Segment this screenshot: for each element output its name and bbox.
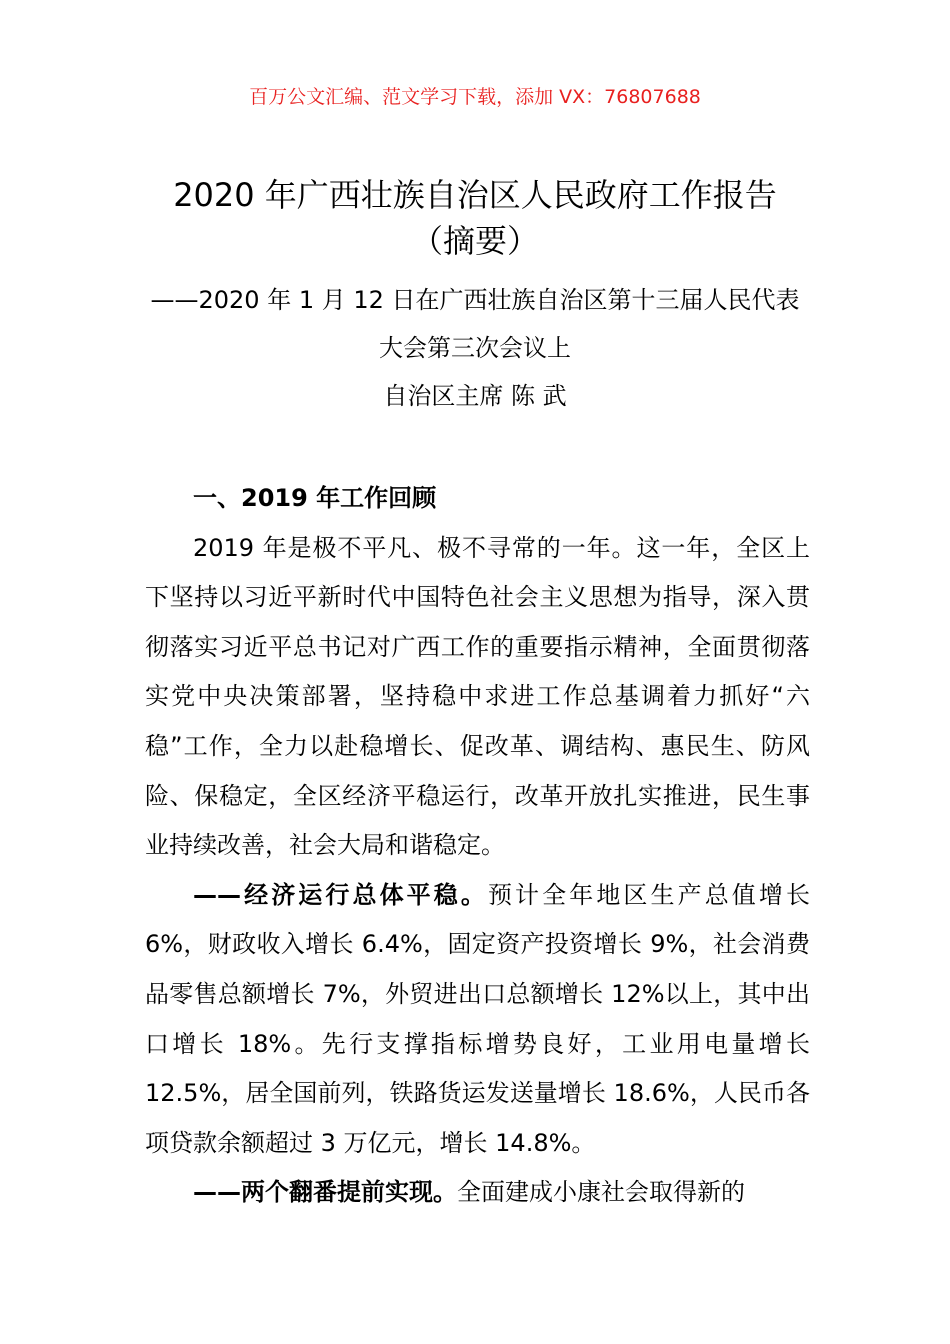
report-title	[120, 172, 830, 264]
report-title-line1: 2020 年广西壮族自治区人民政府工作报告	[173, 176, 777, 214]
report-subtitle-line2: 大会第三次会议上	[379, 334, 571, 362]
watermark-banner: 百万公文汇编、范文学习下载，添加 VX：76807688	[249, 86, 701, 108]
report-body	[145, 474, 810, 1218]
report-title-line2: （摘要）	[410, 222, 539, 260]
paragraph-doubling	[145, 1168, 810, 1218]
report-subtitle-line1: ——2020 年 1 月 12 日在广西壮族自治区第十三届人民代表	[150, 286, 800, 314]
paragraph-doubling-lead: ——两个翻番提前实现。	[193, 1178, 457, 1207]
report-subtitle	[120, 276, 830, 372]
paragraph-economy-lead: ——经济运行总体平稳。	[193, 880, 488, 909]
paragraph-economy-text: 预计全年地区生产总值增长 6%，财政收入增长 6.4%，固定资产投资增长 9%，社会消费品零售总额增长 7%，外贸进出口总额增长 12%以上，其中出口增长 18%。先行支撑指标增势良好，工业用电量增长 12.5%，居全国前列，铁路货运发送量增长 18.6%，人民币各项贷款余额超过 3 万亿元，增长 14.8%。	[145, 880, 810, 1157]
paragraph-doubling-text: 全面建成小康社会取得新的	[457, 1178, 745, 1207]
section-heading: 一、2019 年工作回顾	[193, 484, 437, 512]
paragraph-economy	[145, 871, 810, 1169]
paragraph-review: 2019 年是极不平凡、极不寻常的一年。这一年，全区上下坚持以习近平新时代中国特色社会主义思想为指导，深入贯彻落实习近平总书记对广西工作的重要指示精神，全面贯彻落实党中央决策部署，坚持稳中求进工作总基调着力抓好“六稳”工作，全力以赴稳增长、促改革、调结构、惠民生、防风险、保稳定，全区经济平稳运行，改革开放扎实推进，民生事业持续改善，社会大局和谐稳定。	[145, 533, 810, 860]
report-author: 自治区主席 陈 武	[383, 382, 567, 410]
